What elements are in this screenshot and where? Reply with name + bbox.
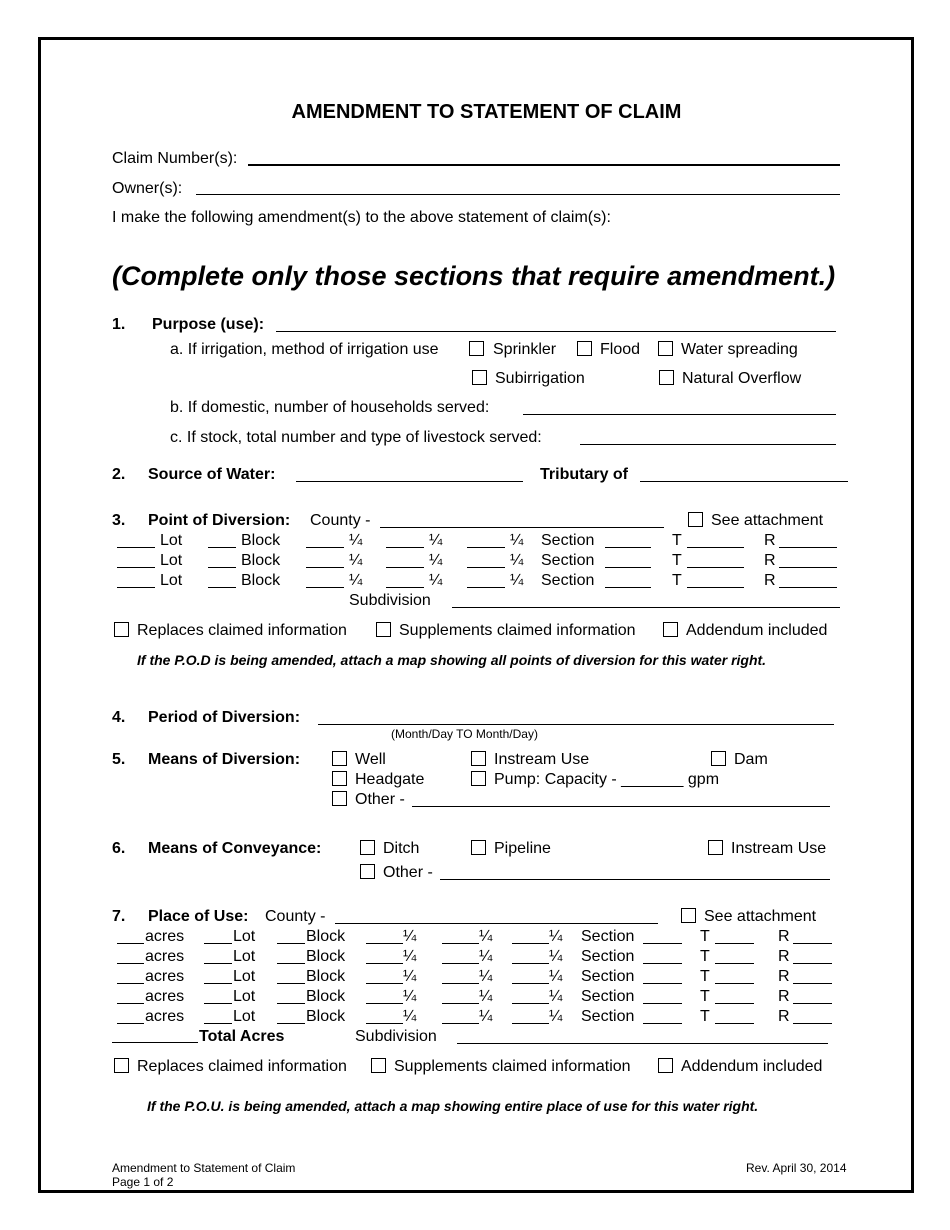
- pod-row1-lot-blank[interactable]: [117, 547, 155, 548]
- s5-label: Means of Diversion:: [148, 751, 301, 768]
- pou-row3-q2-label: ¼: [479, 968, 493, 985]
- pod-replaces-checkbox[interactable]: [114, 622, 129, 637]
- pod-row1-r-field-blank[interactable]: [779, 547, 837, 548]
- pou-row5-acres-blank[interactable]: [117, 1023, 144, 1024]
- pod-row1-t-field-blank[interactable]: [687, 547, 744, 548]
- pou-row1-acres-label: acres: [145, 928, 185, 945]
- s2-number: 2.: [112, 466, 126, 483]
- water-spreading-label: Water spreading: [681, 341, 798, 358]
- pou-row1-block-label: Block: [306, 928, 346, 945]
- headgate-label: Headgate: [355, 771, 425, 788]
- pou-row3-acres-label: acres: [145, 968, 185, 985]
- pod-row1-q2-blank[interactable]: [386, 547, 424, 548]
- pou-supplements-label: Supplements claimed information: [394, 1058, 631, 1075]
- pou-row4-t-field-blank[interactable]: [715, 1003, 754, 1004]
- claim-number-field[interactable]: [248, 164, 840, 166]
- pod-row2-lot-label: Lot: [160, 552, 183, 569]
- s6-label: Means of Conveyance:: [148, 840, 322, 857]
- s2-label: Source of Water:: [148, 466, 276, 483]
- pou-county-field[interactable]: [335, 923, 658, 924]
- s7-number: 7.: [112, 908, 126, 925]
- pou-row2-lot-label: Lot: [233, 948, 256, 965]
- pou-row4-acres-label: acres: [145, 988, 185, 1005]
- pou-supplements-checkbox[interactable]: [371, 1058, 386, 1073]
- water-spreading-checkbox[interactable]: [658, 341, 673, 356]
- pou-addendum-checkbox[interactable]: [658, 1058, 673, 1073]
- pod-row3-r-field-blank[interactable]: [779, 587, 837, 588]
- intro-text: I make the following amendment(s) to the above statement of claim(s):: [112, 209, 611, 226]
- pump-label: Pump: Capacity - _______ gpm: [494, 771, 720, 788]
- pou-row4-q2-label: ¼: [479, 988, 493, 1005]
- pod-row3-block-blank[interactable]: [208, 587, 236, 588]
- pod-row1-lot-label: Lot: [160, 532, 183, 549]
- pou-row4-q3-blank[interactable]: [512, 1003, 549, 1004]
- s1c-label: c. If stock, total number and type of livestock served:: [170, 429, 542, 446]
- pou-row4-t-label: T: [700, 988, 710, 1005]
- pod-row3-block-label: Block: [241, 572, 281, 589]
- total-acres-label: Total Acres: [199, 1028, 285, 1045]
- pod-row1-q2-label: ¼: [429, 532, 443, 549]
- pou-map-note: If the P.O.U. is being amended, attach a map showing entire place of use for this water right.: [147, 1098, 759, 1114]
- pod-row1-section-label: Section: [541, 532, 595, 549]
- ditch-label: Ditch: [383, 840, 420, 857]
- pod-row2-q2-blank[interactable]: [386, 567, 424, 568]
- s3-county-label: County -: [310, 512, 371, 529]
- pod-row2-q1-blank[interactable]: [306, 567, 344, 568]
- pou-row1-q2-blank[interactable]: [442, 943, 479, 944]
- pod-row2-r-field-blank[interactable]: [779, 567, 837, 568]
- pod-row1-r-label: R: [764, 532, 776, 549]
- pou-row3-q1-blank[interactable]: [366, 983, 403, 984]
- pou-row4-r-field-blank[interactable]: [793, 1003, 832, 1004]
- pou-row4-lot-blank[interactable]: [204, 1003, 232, 1004]
- pod-row3-q1-blank[interactable]: [306, 587, 344, 588]
- pou-row2-q2-label: ¼: [479, 948, 493, 965]
- pou-row4-q1-blank[interactable]: [366, 1003, 403, 1004]
- pou-row5-acres-label: acres: [145, 1008, 185, 1025]
- pou-row3-lot-blank[interactable]: [204, 983, 232, 984]
- s7-label: Place of Use:: [148, 908, 249, 925]
- pou-subdivision-label: Subdivision: [355, 1028, 437, 1045]
- pou-row2-q3-label: ¼: [549, 948, 563, 965]
- pod-row3-q2-label: ¼: [429, 572, 443, 589]
- conv-instream-label: Instream Use: [731, 840, 827, 857]
- pod-row2-q3-label: ¼: [510, 552, 524, 569]
- pou-row1-q3-label: ¼: [549, 928, 563, 945]
- pou-row2-acres-blank[interactable]: [117, 963, 144, 964]
- pou-row3-block-label: Block: [306, 968, 346, 985]
- flood-label: Flood: [600, 341, 641, 358]
- tributary-field[interactable]: [640, 481, 848, 482]
- pou-row2-t-label: T: [700, 948, 710, 965]
- tributary-label: Tributary of: [540, 466, 629, 483]
- pou-row2-t-field-blank[interactable]: [715, 963, 754, 964]
- pou-row4-lot-label: Lot: [233, 988, 256, 1005]
- flood-checkbox[interactable]: [577, 341, 592, 356]
- s6-number: 6.: [112, 840, 126, 857]
- headgate-checkbox[interactable]: [332, 771, 347, 786]
- pou-row1-q1-blank[interactable]: [366, 943, 403, 944]
- pod-subdivision-field[interactable]: [452, 607, 840, 608]
- pipeline-label: Pipeline: [494, 840, 551, 857]
- pou-row1-lot-blank[interactable]: [204, 943, 232, 944]
- div-instream-checkbox[interactable]: [471, 751, 486, 766]
- pod-row1-q3-label: ¼: [510, 532, 524, 549]
- pou-row3-block-blank[interactable]: [277, 983, 305, 984]
- div-other-checkbox[interactable]: [332, 791, 347, 806]
- pod-row1-block-label: Block: [241, 532, 281, 549]
- pod-replaces-label: Replaces claimed information: [137, 622, 347, 639]
- s1b-label: b. If domestic, number of households served:: [170, 399, 490, 416]
- pou-row5-q2-blank[interactable]: [442, 1023, 479, 1024]
- pou-replaces-label: Replaces claimed information: [137, 1058, 347, 1075]
- pou-row4-acres-blank[interactable]: [117, 1003, 144, 1004]
- pod-addendum-checkbox[interactable]: [663, 622, 678, 637]
- pod-row1-block-blank[interactable]: [208, 547, 236, 548]
- footer-page-number: Page 1 of 2: [112, 1175, 174, 1189]
- pod-row3-lot-blank[interactable]: [117, 587, 155, 588]
- pou-row2-lot-blank[interactable]: [204, 963, 232, 964]
- pou-row2-section-label: Section: [581, 948, 635, 965]
- pod-addendum-label: Addendum included: [686, 622, 828, 639]
- pou-row4-block-label: Block: [306, 988, 346, 1005]
- s1-number: 1.: [112, 316, 126, 333]
- pod-row2-section-label: Section: [541, 552, 595, 569]
- div-other-label: Other -: [355, 791, 405, 808]
- pou-row5-block-label: Block: [306, 1008, 346, 1025]
- pou-row5-block-blank[interactable]: [277, 1023, 305, 1024]
- pod-row3-q3-label: ¼: [510, 572, 524, 589]
- pod-see-attachment-checkbox[interactable]: [688, 512, 703, 527]
- pipeline-checkbox[interactable]: [471, 840, 486, 855]
- pou-subdivision-field[interactable]: [457, 1043, 828, 1044]
- pou-row2-q1-blank[interactable]: [366, 963, 403, 964]
- pod-row3-section-field-blank[interactable]: [605, 587, 651, 588]
- conv-other-checkbox[interactable]: [360, 864, 375, 879]
- pou-row1-q2-label: ¼: [479, 928, 493, 945]
- pod-row3-t-label: T: [672, 572, 682, 589]
- pou-row2-acres-label: acres: [145, 948, 185, 965]
- pod-row2-t-label: T: [672, 552, 682, 569]
- source-of-water-field[interactable]: [296, 481, 523, 482]
- pod-row2-q2-label: ¼: [429, 552, 443, 569]
- pou-row2-block-label: Block: [306, 948, 346, 965]
- pou-see-attachment-label: See attachment: [704, 908, 817, 925]
- s4-label: Period of Diversion:: [148, 709, 301, 726]
- pou-replaces-checkbox[interactable]: [114, 1058, 129, 1073]
- period-hint: (Month/Day TO Month/Day): [391, 727, 538, 741]
- pou-row4-r-label: R: [778, 988, 790, 1005]
- pou-row5-lot-label: Lot: [233, 1008, 256, 1025]
- pod-row2-q1-label: ¼: [349, 552, 363, 569]
- pod-supplements-label: Supplements claimed information: [399, 622, 636, 639]
- pou-row4-block-blank[interactable]: [277, 1003, 305, 1004]
- pou-row2-r-label: R: [778, 948, 790, 965]
- pou-row3-q1-label: ¼: [403, 968, 417, 985]
- subirrigation-label: Subirrigation: [495, 370, 585, 387]
- pod-row3-q3-blank[interactable]: [467, 587, 505, 588]
- conv-other-field[interactable]: [440, 879, 830, 880]
- pou-row2-q3-blank[interactable]: [512, 963, 549, 964]
- well-checkbox[interactable]: [332, 751, 347, 766]
- pou-row4-section-field-blank[interactable]: [643, 1003, 682, 1004]
- pou-row5-t-label: T: [700, 1008, 710, 1025]
- pou-row3-section-label: Section: [581, 968, 635, 985]
- pou-row1-block-blank[interactable]: [277, 943, 305, 944]
- claim-number-label: Claim Number(s):: [112, 150, 238, 167]
- natural-overflow-checkbox[interactable]: [659, 370, 674, 385]
- s1-label: Purpose (use):: [152, 316, 265, 333]
- pou-row2-q1-label: ¼: [403, 948, 417, 965]
- pou-row3-lot-label: Lot: [233, 968, 256, 985]
- pou-row1-acres-blank[interactable]: [117, 943, 144, 944]
- pou-row1-r-field-blank[interactable]: [793, 943, 832, 944]
- pou-row5-r-field-blank[interactable]: [793, 1023, 832, 1024]
- period-of-diversion-field[interactable]: [318, 724, 834, 725]
- conv-other-label: Other -: [383, 864, 433, 881]
- pou-row1-t-field-blank[interactable]: [715, 943, 754, 944]
- pou-row2-r-field-blank[interactable]: [793, 963, 832, 964]
- pump-checkbox[interactable]: [471, 771, 486, 786]
- purpose-field[interactable]: [276, 331, 836, 332]
- pou-row5-section-label: Section: [581, 1008, 635, 1025]
- pou-see-attachment-checkbox[interactable]: [681, 908, 696, 923]
- pou-row1-q3-blank[interactable]: [512, 943, 549, 944]
- pou-row3-t-label: T: [700, 968, 710, 985]
- pod-row1-q1-blank[interactable]: [306, 547, 344, 548]
- dam-checkbox[interactable]: [711, 751, 726, 766]
- pou-row1-r-label: R: [778, 928, 790, 945]
- footer-revision: Rev. April 30, 2014: [746, 1161, 847, 1175]
- pod-county-field[interactable]: [380, 527, 664, 528]
- dam-label: Dam: [734, 751, 768, 768]
- pou-row5-lot-blank[interactable]: [204, 1023, 232, 1024]
- owner-label: Owner(s):: [112, 180, 183, 197]
- div-instream-label: Instream Use: [494, 751, 590, 768]
- pou-row1-lot-label: Lot: [233, 928, 256, 945]
- pou-row2-block-blank[interactable]: [277, 963, 305, 964]
- ditch-checkbox[interactable]: [360, 840, 375, 855]
- pou-row3-t-field-blank[interactable]: [715, 983, 754, 984]
- pou-row3-q3-label: ¼: [549, 968, 563, 985]
- subirrigation-checkbox[interactable]: [472, 370, 487, 385]
- pod-row2-q3-blank[interactable]: [467, 567, 505, 568]
- pou-row5-q1-blank[interactable]: [366, 1023, 403, 1024]
- pod-see-attachment-label: See attachment: [711, 512, 824, 529]
- pou-row4-q2-blank[interactable]: [442, 1003, 479, 1004]
- pou-addendum-label: Addendum included: [681, 1058, 823, 1075]
- div-other-field[interactable]: [412, 806, 830, 807]
- pou-row5-t-field-blank[interactable]: [715, 1023, 754, 1024]
- pod-row2-t-field-blank[interactable]: [687, 567, 744, 568]
- pou-row1-section-label: Section: [581, 928, 635, 945]
- pod-map-note: If the P.O.D is being amended, attach a map showing all points of diversion for this water right.: [137, 652, 767, 668]
- pod-row3-q2-blank[interactable]: [386, 587, 424, 588]
- pou-row3-r-field-blank[interactable]: [793, 983, 832, 984]
- s4-number: 4.: [112, 709, 126, 726]
- well-label: Well: [355, 751, 386, 768]
- pou-row2-q2-blank[interactable]: [442, 963, 479, 964]
- pou-row4-section-label: Section: [581, 988, 635, 1005]
- conv-instream-checkbox[interactable]: [708, 840, 723, 855]
- owner-field[interactable]: [196, 194, 840, 195]
- livestock-field[interactable]: [580, 444, 836, 445]
- pod-row3-section-label: Section: [541, 572, 595, 589]
- pou-row5-q3-label: ¼: [549, 1008, 563, 1025]
- pod-row3-r-label: R: [764, 572, 776, 589]
- households-field[interactable]: [523, 414, 836, 415]
- pou-row3-acres-blank[interactable]: [117, 983, 144, 984]
- pod-row1-q1-label: ¼: [349, 532, 363, 549]
- pod-subdivision-label: Subdivision: [349, 592, 431, 609]
- pou-row4-q1-label: ¼: [403, 988, 417, 1005]
- s3-number: 3.: [112, 512, 126, 529]
- instruction-heading: (Complete only those sections that require amendment.): [112, 261, 836, 291]
- pou-row1-q1-label: ¼: [403, 928, 417, 945]
- pod-row3-t-field-blank[interactable]: [687, 587, 744, 588]
- pou-row3-q3-blank[interactable]: [512, 983, 549, 984]
- pod-row3-q1-label: ¼: [349, 572, 363, 589]
- pou-row5-q3-blank[interactable]: [512, 1023, 549, 1024]
- pod-row1-q3-blank[interactable]: [467, 547, 505, 548]
- pou-row3-section-field-blank[interactable]: [643, 983, 682, 984]
- pou-row5-q2-label: ¼: [479, 1008, 493, 1025]
- sprinkler-checkbox[interactable]: [469, 341, 484, 356]
- s1a-label: a. If irrigation, method of irrigation use: [170, 341, 439, 358]
- pod-row2-block-blank[interactable]: [208, 567, 236, 568]
- pod-row2-block-label: Block: [241, 552, 281, 569]
- pou-row1-t-label: T: [700, 928, 710, 945]
- pod-row1-t-label: T: [672, 532, 682, 549]
- pou-row5-q1-label: ¼: [403, 1008, 417, 1025]
- sprinkler-label: Sprinkler: [493, 341, 557, 358]
- pod-supplements-checkbox[interactable]: [376, 622, 391, 637]
- natural-overflow-label: Natural Overflow: [682, 370, 802, 387]
- pou-row1-section-field-blank[interactable]: [643, 943, 682, 944]
- s7-county-label: County -: [265, 908, 326, 925]
- pod-row3-lot-label: Lot: [160, 572, 183, 589]
- pod-row2-section-field-blank[interactable]: [605, 567, 651, 568]
- footer-form-name: Amendment to Statement of Claim: [112, 1161, 296, 1175]
- pou-row2-section-field-blank[interactable]: [643, 963, 682, 964]
- pou-row5-r-label: R: [778, 1008, 790, 1025]
- total-acres-field[interactable]: [112, 1042, 198, 1043]
- pou-row3-q2-blank[interactable]: [442, 983, 479, 984]
- pod-row2-r-label: R: [764, 552, 776, 569]
- pou-row5-section-field-blank[interactable]: [643, 1023, 682, 1024]
- pou-row4-q3-label: ¼: [549, 988, 563, 1005]
- s5-number: 5.: [112, 751, 126, 768]
- pod-row1-section-field-blank[interactable]: [605, 547, 651, 548]
- s3-label: Point of Diversion:: [148, 512, 291, 529]
- pod-row2-lot-blank[interactable]: [117, 567, 155, 568]
- page-title: AMENDMENT TO STATEMENT OF CLAIM: [291, 101, 682, 123]
- pou-row3-r-label: R: [778, 968, 790, 985]
